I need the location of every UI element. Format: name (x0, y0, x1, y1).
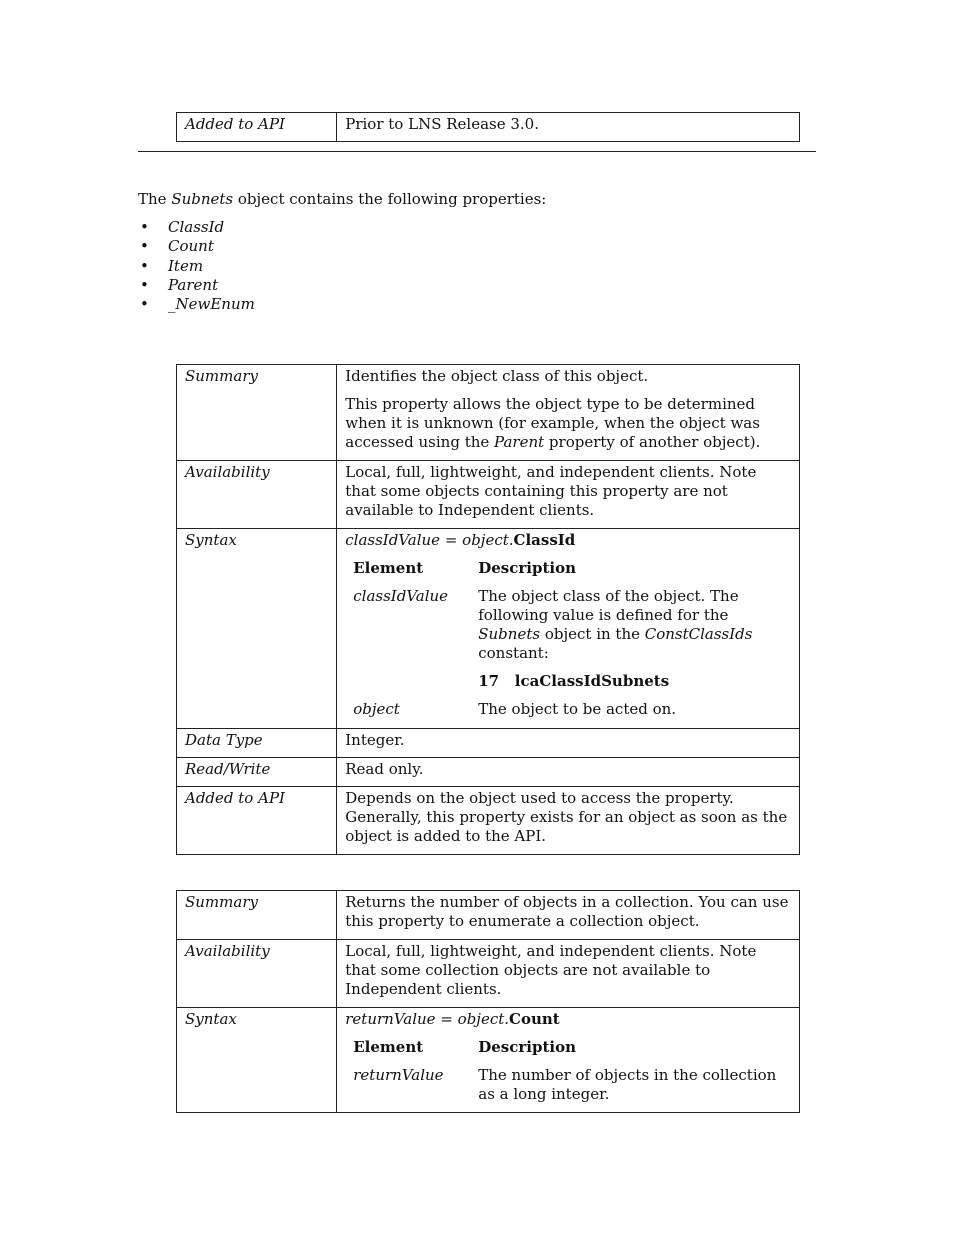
table-row (345, 1038, 791, 1066)
element-name: object (353, 700, 400, 718)
property-name: ClassId (168, 218, 225, 236)
bullet-icon: • (140, 275, 149, 294)
row-key: Added to API (177, 113, 337, 142)
element-description: The number of objects in the collection as a long integer. (478, 1066, 777, 1103)
text-run: ConstClassIds (644, 625, 753, 643)
property-name: Parent (168, 275, 219, 294)
element-table (345, 559, 791, 719)
row-key: Availability (177, 940, 337, 1008)
count-property-table (176, 890, 800, 1113)
intro-pre: The (138, 190, 172, 208)
bullet-icon: • (140, 295, 149, 314)
table-row (345, 700, 791, 719)
table-row (177, 461, 800, 529)
bullet-icon: • (140, 237, 149, 256)
list-item (138, 257, 255, 276)
constant-value: 17 lcaClassIdSubnets (478, 672, 670, 690)
summary-text: Returns the number of objects in a collection. You can use this property to enumerate a collection object. (337, 891, 800, 940)
row-key: Summary (177, 891, 337, 940)
table-row (177, 940, 800, 1008)
syntax-cell (337, 529, 800, 729)
table-row (345, 587, 791, 700)
column-header: Description (478, 1038, 577, 1056)
row-key: Summary (177, 365, 337, 461)
column-header: Element (353, 1038, 424, 1056)
availability-text: Local, full, lightweight, and independent clients. Note that some collection objects are not available to Independent clients. (337, 940, 800, 1008)
text-run: Count (509, 1010, 560, 1028)
table-row (177, 891, 800, 940)
list-item (138, 276, 255, 295)
summary-text: Identifies the object class of this object. (345, 367, 649, 385)
text-run: object in the (540, 625, 645, 643)
table-row (177, 529, 800, 729)
readwrite-value: Read only. (337, 758, 800, 787)
text-run: This property allows the object type to be determined when it is unknown (for example, when the object was accessed using the (345, 395, 760, 451)
text-run: Parent (494, 433, 545, 451)
property-name: Item (168, 256, 204, 275)
table-row (177, 787, 800, 855)
added-value: Depends on the object used to access the property. Generally, this property exists for an object as soon as the object is added to the API. (337, 787, 800, 855)
text-run: ClassId (513, 531, 576, 549)
row-key: Syntax (177, 1008, 337, 1113)
text-run: The object class of the object. The following value is defined for the (478, 587, 739, 624)
text-run: classIdValue (345, 531, 441, 549)
text-run: returnValue (345, 1010, 436, 1028)
text-run: object. (457, 1010, 510, 1028)
table-row (177, 113, 800, 142)
column-header: Description (478, 559, 577, 577)
summary-cell (337, 365, 800, 461)
column-header: Element (353, 559, 424, 577)
intro-post: object contains the following properties: (233, 190, 547, 208)
text-run: object. (462, 531, 514, 549)
property-list (138, 218, 255, 314)
table-row (177, 365, 800, 461)
bullet-icon: • (140, 256, 149, 275)
syntax-line (345, 531, 791, 550)
row-key: Read/Write (177, 758, 337, 787)
list-item (138, 295, 255, 314)
element-name: returnValue (353, 1066, 444, 1084)
property-name: _NewEnum (168, 295, 255, 314)
text-run: Subnets (478, 625, 541, 643)
syntax-line (345, 1010, 791, 1029)
intro-text (138, 190, 546, 209)
classid-property-table (176, 364, 800, 855)
text-run: constant: (478, 644, 549, 662)
text-run: = (435, 1010, 458, 1028)
text-run: property of another object). (544, 433, 761, 451)
bullet-icon: • (140, 218, 149, 236)
table-row (177, 758, 800, 787)
added-to-api-table (176, 112, 800, 142)
table-row (345, 1066, 791, 1104)
property-name: Count (168, 237, 214, 256)
element-description (470, 587, 791, 700)
element-name: classIdValue (353, 587, 449, 605)
row-key: Availability (177, 461, 337, 529)
datatype-value: Integer. (337, 729, 800, 758)
row-key: Syntax (177, 529, 337, 729)
section-divider (138, 151, 816, 152)
list-item (138, 218, 255, 237)
text-run: = (440, 531, 463, 549)
syntax-cell (337, 1008, 800, 1113)
table-row (177, 1008, 800, 1113)
table-row (177, 729, 800, 758)
availability-text: Local, full, lightweight, and independent clients. Note that some objects containing this property are not available to Independent clients. (337, 461, 800, 529)
summary-detail (345, 395, 791, 452)
element-description: The object to be acted on. (478, 700, 677, 718)
element-table (345, 1038, 791, 1104)
table-row (345, 559, 791, 587)
intro-object-name: Subnets (171, 190, 234, 208)
row-key: Added to API (177, 787, 337, 855)
row-value: Prior to LNS Release 3.0. (337, 113, 800, 142)
list-item (138, 237, 255, 256)
row-key: Data Type (177, 729, 337, 758)
